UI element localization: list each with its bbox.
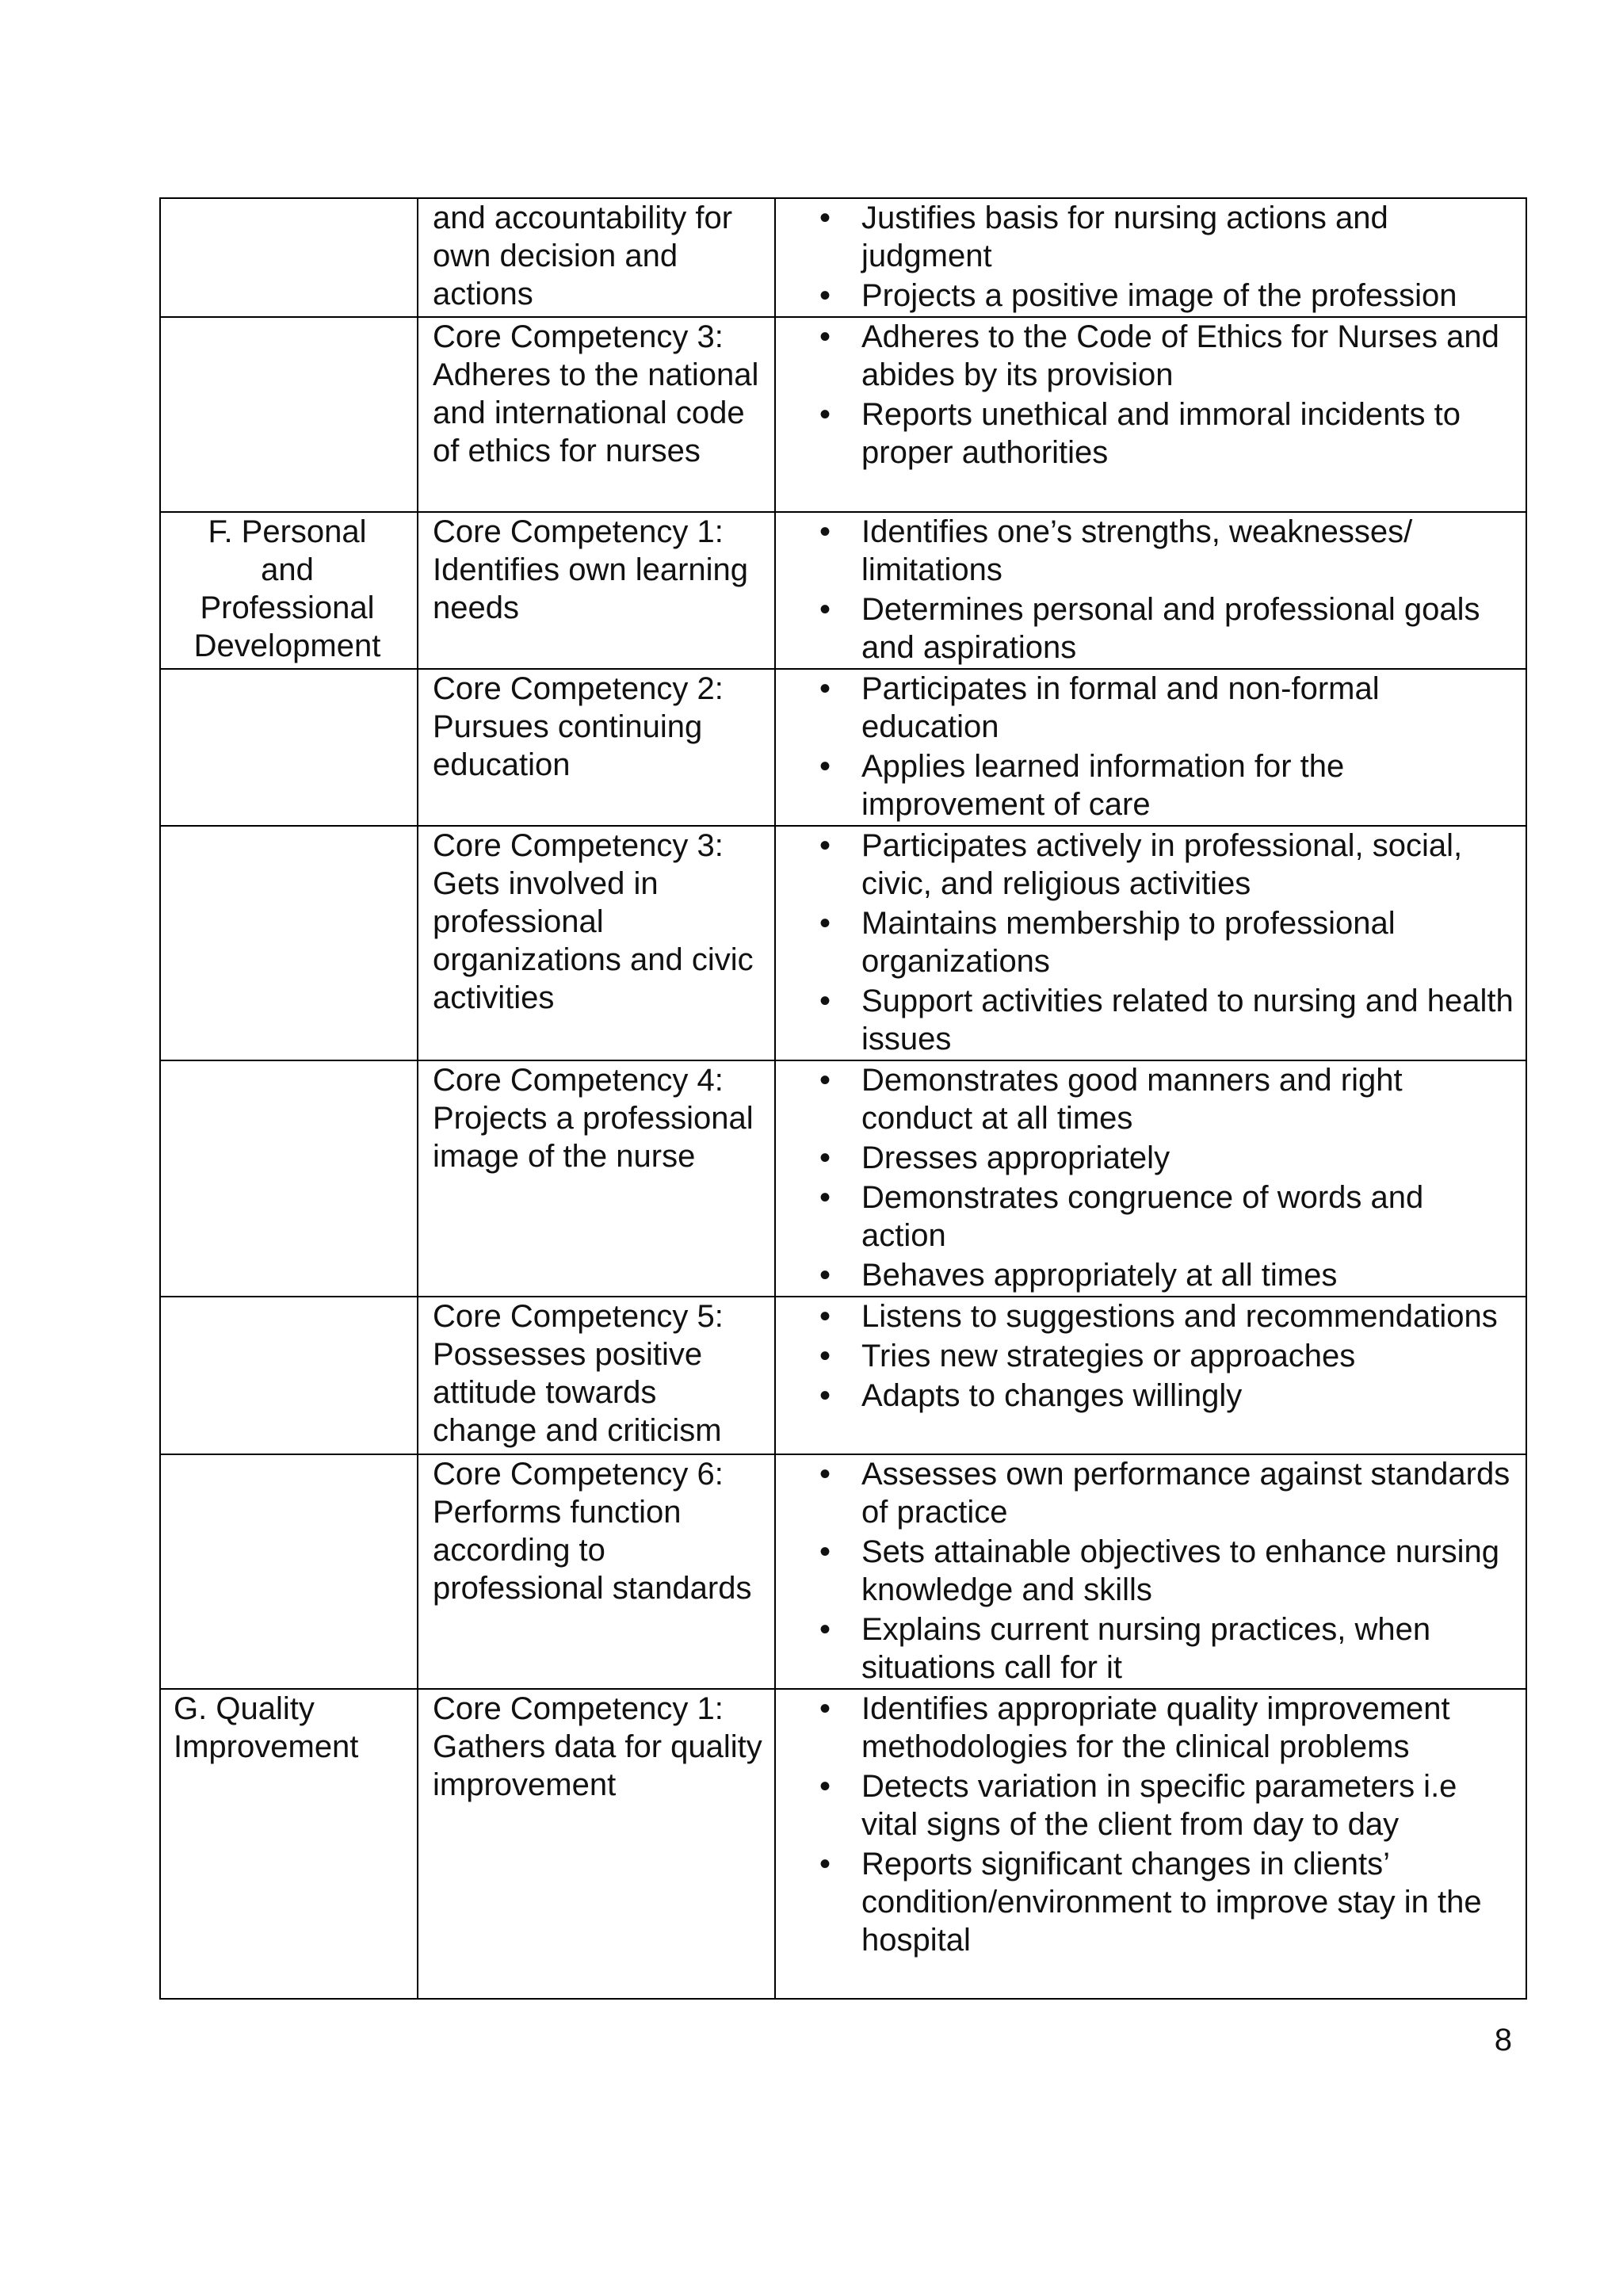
competency-cell	[418, 512, 775, 669]
indicator-text: Explains current nursing practices, when situations call for it	[861, 1612, 1431, 1685]
indicator-text: Identifies appropriate quality improvement methodologies for the clinical problems	[861, 1691, 1450, 1764]
indicator-item	[776, 1297, 1516, 1335]
competency-label: and accountability for own decision and actions	[433, 201, 733, 311]
indicator-text: Applies learned information for the improvement of care	[861, 749, 1345, 822]
indicators-cell	[775, 1297, 1526, 1454]
indicator-text: Demonstrates good manners and right conduct at all times	[861, 1063, 1403, 1136]
indicator-text: Demonstrates congruence of words and action	[861, 1180, 1424, 1253]
indicators-cell	[775, 826, 1526, 1060]
area-cell	[160, 512, 418, 669]
bullet-icon: •	[819, 749, 831, 784]
indicator-text: Support activities related to nursing and health issues	[861, 984, 1514, 1056]
bullet-icon: •	[819, 671, 831, 706]
area-cell	[160, 826, 418, 1060]
indicator-item	[776, 1610, 1516, 1687]
indicator-text: Assesses own performance against standards of practice	[861, 1457, 1510, 1530]
bullet-icon: •	[819, 1180, 831, 1215]
indicator-item	[776, 982, 1516, 1058]
indicator-text: Projects a positive image of the profession	[861, 278, 1457, 313]
indicator-item	[776, 904, 1516, 980]
indicator-list	[776, 1061, 1516, 1294]
bullet-icon: •	[819, 1534, 831, 1569]
indicator-text: Reports unethical and immoral incidents to proper authorities	[861, 397, 1461, 470]
bullet-icon: •	[819, 319, 831, 354]
area-label: G. Quality Improvement	[174, 1691, 359, 1764]
indicator-item	[776, 318, 1516, 394]
indicators-cell	[775, 1689, 1526, 1999]
indicator-item	[776, 1455, 1516, 1531]
indicator-text: Listens to suggestions and recommendations	[861, 1299, 1498, 1334]
indicator-item	[776, 670, 1516, 746]
indicator-text: Maintains membership to professional organizations	[861, 906, 1396, 979]
competency-cell	[418, 1454, 775, 1689]
bullet-icon: •	[819, 828, 831, 863]
area-cell	[160, 1297, 418, 1454]
indicator-text: Dresses appropriately	[861, 1140, 1170, 1175]
bullet-icon: •	[819, 201, 831, 235]
indicators-cell	[775, 317, 1526, 512]
area-cell	[160, 1689, 418, 1999]
indicator-item	[776, 1533, 1516, 1609]
indicator-item	[776, 199, 1516, 275]
indicator-item	[776, 827, 1516, 903]
table-row	[160, 1689, 1526, 1999]
indicator-list	[776, 670, 1516, 823]
indicators-cell	[775, 1454, 1526, 1689]
indicator-item	[776, 590, 1516, 667]
indicators-cell	[775, 512, 1526, 669]
area-cell	[160, 317, 418, 512]
competency-table	[159, 197, 1527, 2000]
bullet-icon: •	[819, 1140, 831, 1175]
indicator-text: Participates actively in professional, social, civic, and religious activities	[861, 828, 1463, 901]
indicator-item	[776, 1767, 1516, 1843]
competency-cell	[418, 1689, 775, 1999]
competency-label: Core Competency 1: Gathers data for quality improvement	[433, 1691, 762, 1802]
competency-cell	[418, 317, 775, 512]
area-cell	[160, 198, 418, 317]
competency-label: Core Competency 1: Identifies own learning needs	[433, 514, 749, 625]
indicator-list	[776, 513, 1516, 667]
page-number: 8	[1494, 2023, 1512, 2057]
competency-table-body	[160, 198, 1526, 1999]
bullet-icon: •	[819, 1063, 831, 1098]
indicator-text: Adapts to changes willingly	[861, 1378, 1243, 1413]
bullet-icon: •	[819, 906, 831, 941]
bullet-icon: •	[819, 1847, 831, 1881]
bullet-icon: •	[819, 984, 831, 1018]
table-row	[160, 669, 1526, 826]
area-cell	[160, 1454, 418, 1689]
competency-cell	[418, 1060, 775, 1297]
indicator-list	[776, 318, 1516, 472]
bullet-icon: •	[819, 1339, 831, 1373]
table-row	[160, 1297, 1526, 1454]
indicators-cell	[775, 198, 1526, 317]
table-row	[160, 198, 1526, 317]
indicator-text: Identifies one’s strengths, weaknesses/ limitations	[861, 514, 1413, 587]
competency-label: Core Competency 3: Adheres to the national and international code of ethics for nurses	[433, 319, 759, 468]
indicator-text: Adheres to the Code of Ethics for Nurses and abides by its provision	[861, 319, 1499, 392]
area-cell	[160, 1060, 418, 1297]
bullet-icon: •	[819, 1378, 831, 1413]
bullet-icon: •	[819, 1457, 831, 1492]
indicator-text: Justifies basis for nursing actions and judgment	[861, 201, 1388, 273]
indicator-list	[776, 1690, 1516, 1959]
table-row	[160, 317, 1526, 512]
indicator-list	[776, 1297, 1516, 1415]
competency-cell	[418, 669, 775, 826]
competency-label: Core Competency 5: Possesses positive attitude towards change and criticism	[433, 1299, 724, 1448]
indicator-list	[776, 1455, 1516, 1687]
table-row	[160, 1454, 1526, 1689]
competency-label: Core Competency 6: Performs function according to professional standards	[433, 1457, 752, 1606]
bullet-icon: •	[819, 1299, 831, 1334]
indicator-item	[776, 277, 1516, 315]
indicator-item	[776, 513, 1516, 589]
competency-label: Core Competency 3: Gets involved in professional organizations and civic activities	[433, 828, 754, 1015]
indicator-text: Detects variation in specific parameters i.e vital signs of the client from day to day	[861, 1769, 1457, 1842]
bullet-icon: •	[819, 514, 831, 549]
indicator-item	[776, 395, 1516, 472]
indicator-item	[776, 1690, 1516, 1766]
indicator-text: Reports significant changes in clients’ condition/environment to improve stay in the hospital	[861, 1847, 1482, 1958]
area-cell	[160, 669, 418, 826]
competency-label: Core Competency 4: Projects a professional image of the nurse	[433, 1063, 754, 1174]
indicator-item	[776, 1845, 1516, 1959]
competency-cell	[418, 826, 775, 1060]
indicators-cell	[775, 669, 1526, 826]
indicator-text: Tries new strategies or approaches	[861, 1339, 1356, 1373]
indicator-list	[776, 827, 1516, 1058]
bullet-icon: •	[819, 592, 831, 627]
indicator-item	[776, 1139, 1516, 1177]
competency-cell	[418, 198, 775, 317]
indicator-item	[776, 1061, 1516, 1137]
table-row	[160, 826, 1526, 1060]
bullet-icon: •	[819, 1769, 831, 1804]
table-row	[160, 512, 1526, 669]
indicator-text: Participates in formal and non-formal education	[861, 671, 1380, 744]
indicator-list	[776, 199, 1516, 315]
indicator-item	[776, 1256, 1516, 1294]
indicators-cell	[775, 1060, 1526, 1297]
bullet-icon: •	[819, 1612, 831, 1647]
table-row	[160, 1060, 1526, 1297]
competency-cell	[418, 1297, 775, 1454]
indicator-item	[776, 747, 1516, 823]
bullet-icon: •	[819, 278, 831, 313]
indicator-item	[776, 1337, 1516, 1375]
bullet-icon: •	[819, 397, 831, 432]
bullet-icon: •	[819, 1258, 831, 1293]
bullet-icon: •	[819, 1691, 831, 1726]
indicator-item	[776, 1179, 1516, 1255]
indicator-text: Behaves appropriately at all times	[861, 1258, 1338, 1293]
area-label: F. Personal and Professional Development	[193, 514, 381, 663]
indicator-text: Determines personal and professional goals and aspirations	[861, 592, 1480, 665]
indicator-item	[776, 1377, 1516, 1415]
competency-label: Core Competency 2: Pursues continuing education	[433, 671, 724, 782]
indicator-text: Sets attainable objectives to enhance nursing knowledge and skills	[861, 1534, 1499, 1607]
